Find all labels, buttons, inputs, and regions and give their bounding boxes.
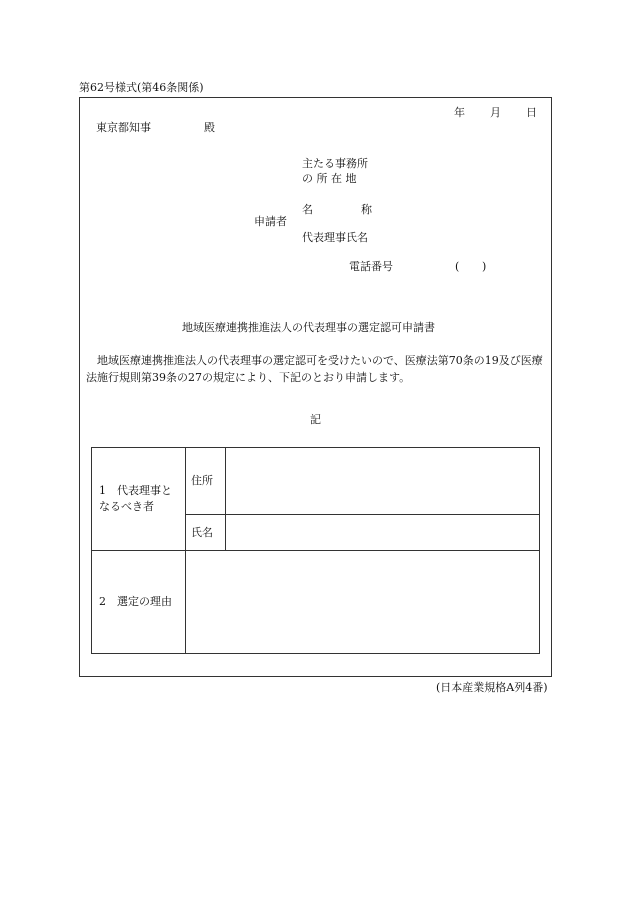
date-month: 月 (490, 106, 501, 119)
name-label-b: 称 (361, 203, 372, 216)
form-number: 第62号様式(第46条関係) (79, 81, 204, 94)
address-label: 住所 (191, 474, 213, 488)
selection-reason-label: 2 選定の理由 (99, 595, 172, 609)
selection-reason-header (92, 551, 186, 654)
name-label-a: 名 (302, 203, 313, 216)
addressee-name: 東京都知事 (96, 121, 151, 134)
date-year: 年 (454, 106, 465, 119)
document-title: 地域医療連携推進法人の代表理事の選定認可申請書 (182, 321, 435, 334)
phone-label: 電話番号 (349, 260, 393, 273)
name-input[interactable] (226, 515, 540, 551)
address-input[interactable] (226, 448, 540, 515)
ki-label: 記 (310, 413, 321, 426)
footer-note: (日本産業規格A列4番) (436, 681, 548, 694)
representative-candidate-header (92, 448, 186, 551)
phone-paren-close: ) (482, 260, 487, 273)
addressee-honorific: 殿 (204, 121, 215, 134)
representative-candidate-label: 1 代表理事と なるべき者 (99, 484, 172, 513)
name-label-cell (186, 515, 226, 551)
body-text (86, 353, 548, 386)
address-label-cell (186, 448, 226, 515)
phone-paren-open: ( (455, 260, 460, 273)
applicant-label: 申請者 (254, 215, 287, 228)
date-day: 日 (526, 106, 537, 119)
selection-reason-input[interactable] (186, 551, 540, 654)
form-table (91, 447, 540, 654)
name-field-label: 氏名 (191, 525, 213, 539)
representative-label: 代表理事氏名 (302, 231, 368, 244)
body-text-content: 地域医療連携推進法人の代表理事の選定認可を受けたいので、医療法第70条の19及び医療法施行規則第39条の27の規定により、下記のとおり申請します。 (86, 354, 543, 384)
office-label-line2: の 所 在 地 (302, 172, 357, 185)
office-label-line1: 主たる事務所 (302, 157, 368, 170)
